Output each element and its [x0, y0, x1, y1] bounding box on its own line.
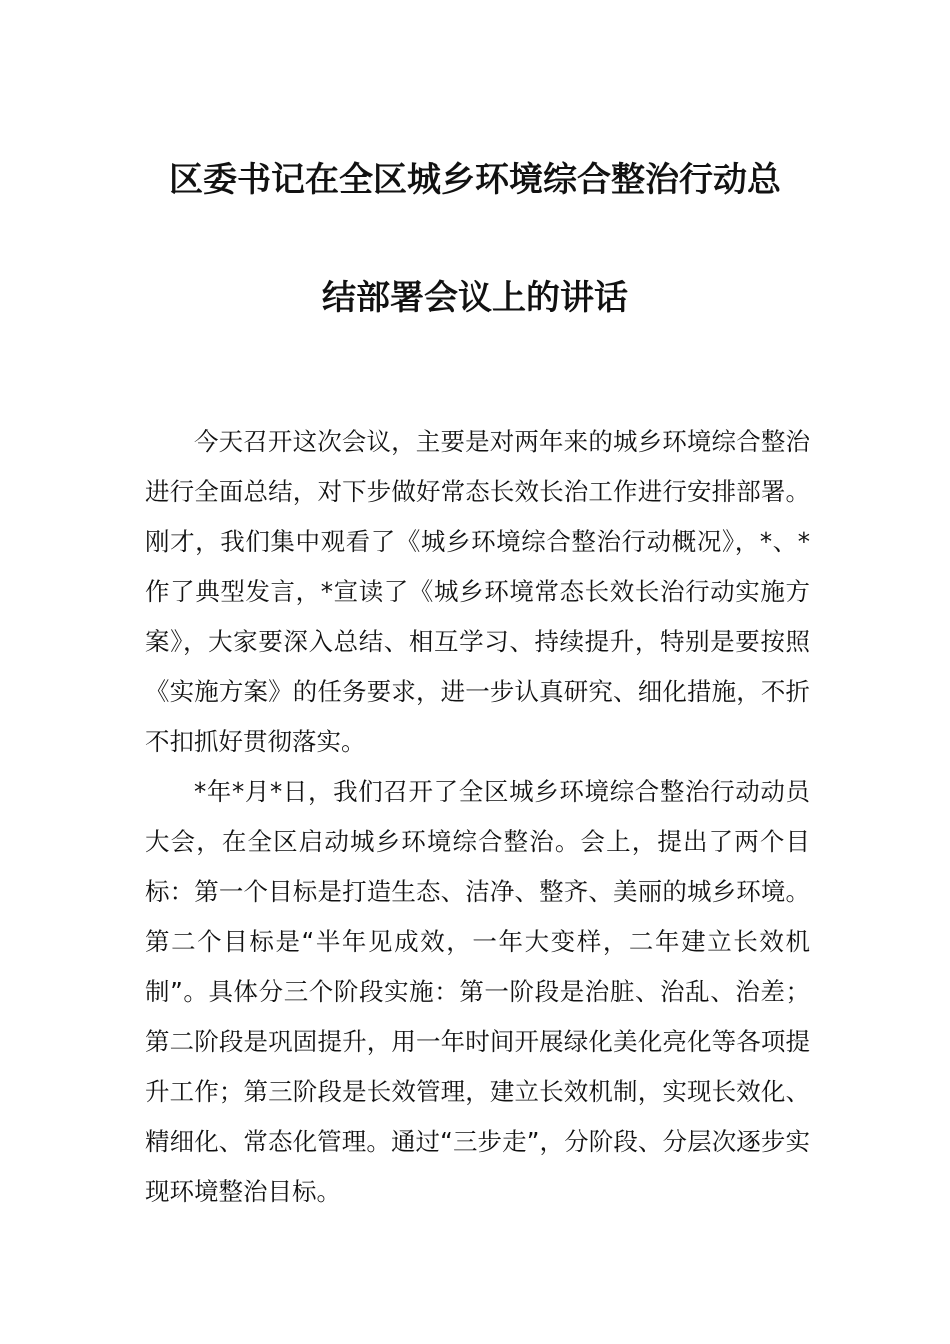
document-title-line-1: 区委书记在全区城乡环境综合整治行动总 [169, 160, 781, 200]
paragraph-1: 今天召开这次会议，主要是对两年来的城乡环境综合整治进行全面总结，对下步做好常态长效长治工作进行安排部署。刚才，我们集中观看了《城乡环境综合整治行动概况》，*、*作了典型发言，*宣读了《城乡环境常态长效长治行动实施方案》，大家要深入总结、相互学习、持续提升，特别是要按照《实施方案》的任务要求，进一步认真研究、细化措施，不折不扣抓好贯彻落实。 [145, 427, 810, 756]
document-body [145, 417, 810, 1217]
paragraph-2: *年*月*日，我们召开了全区城乡环境综合整治行动动员大会，在全区启动城乡环境综合整治。会上，提出了两个目标：第一个目标是打造生态、洁净、整齐、美丽的城乡环境。第二个目标是“半年见成效，一年大变样，二年建立长效机制”。具体分三个阶段实施：第一阶段是治脏、治乱、治差；第二阶段是巩固提升，用一年时间开展绿化美化亮化等各项提升工作；第三阶段是长效管理，建立长效机制，实现长效化、精细化、常态化管理。通过“三步走”，分阶段、分层次逐步实现环境整治目标。 [145, 777, 810, 1206]
document-title-line-2: 结部署会议上的讲话 [322, 278, 628, 318]
